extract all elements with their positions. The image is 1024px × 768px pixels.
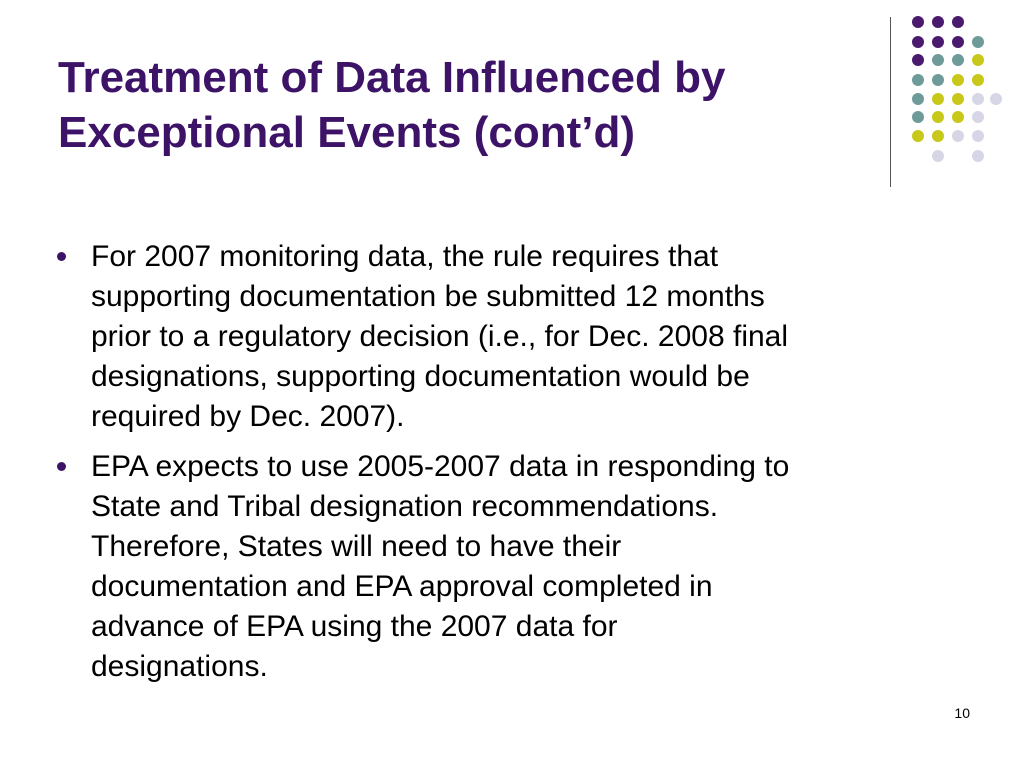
decor-dot	[932, 54, 944, 66]
bullet-dot-icon	[57, 462, 66, 471]
title-divider-line	[890, 17, 891, 187]
slide-title	[58, 50, 858, 160]
bullet-text-line: required by Dec. 2007).	[91, 400, 405, 433]
decor-dot	[912, 54, 924, 66]
decor-dot	[932, 150, 944, 162]
bullet-text-line: prior to a regulatory decision (i.e., for Dec. 2008 final	[91, 320, 789, 353]
decor-dot	[972, 111, 984, 123]
bullet-text-line: EPA expects to use 2005-2007 data in responding to	[91, 450, 790, 483]
page-number: 10	[954, 705, 970, 721]
decor-dot	[932, 130, 944, 142]
decor-dot	[932, 36, 944, 48]
bullet-text-line: Therefore, States will need to have their	[91, 530, 622, 563]
bullet-text-line: supporting documentation be submitted 12 months	[91, 280, 765, 313]
decor-dot	[972, 130, 984, 142]
decor-dot	[972, 74, 984, 86]
decor-dot	[972, 54, 984, 66]
decor-dot	[952, 16, 964, 28]
decor-dot	[912, 130, 924, 142]
bullet-text-line: designations, supporting documentation would be	[91, 360, 750, 393]
decor-dot	[952, 54, 964, 66]
decor-dot	[952, 74, 964, 86]
decor-dot	[912, 93, 924, 105]
decor-dot	[972, 150, 984, 162]
decor-dot	[952, 36, 964, 48]
bullet-dot-icon	[57, 252, 66, 261]
decor-dot	[990, 93, 1002, 105]
bullet-text-line: For 2007 monitoring data, the rule requires that	[91, 240, 719, 273]
slide-body	[55, 237, 975, 697]
decor-dot	[912, 36, 924, 48]
bullet-text-line: documentation and EPA approval completed in	[91, 570, 713, 603]
bullet-item	[55, 237, 975, 437]
bullet-text-line: State and Tribal designation recommendations.	[91, 490, 719, 523]
decor-dot	[932, 111, 944, 123]
bullet-text-line: designations.	[91, 650, 268, 683]
decor-dot	[932, 16, 944, 28]
decor-dot	[912, 74, 924, 86]
decor-dot	[952, 111, 964, 123]
decor-dot	[952, 93, 964, 105]
bullet-item	[55, 447, 975, 687]
decor-dot	[932, 74, 944, 86]
decor-dot	[932, 93, 944, 105]
decor-dot	[972, 93, 984, 105]
decor-dot	[912, 16, 924, 28]
decor-dot	[912, 111, 924, 123]
decor-dot	[972, 36, 984, 48]
slide-title-line: Exceptional Events (cont’d)	[58, 108, 635, 157]
slide-title-line: Treatment of Data Influenced by	[58, 53, 726, 102]
decor-dot	[952, 130, 964, 142]
bullet-text-line: advance of EPA using the 2007 data for	[91, 610, 618, 643]
